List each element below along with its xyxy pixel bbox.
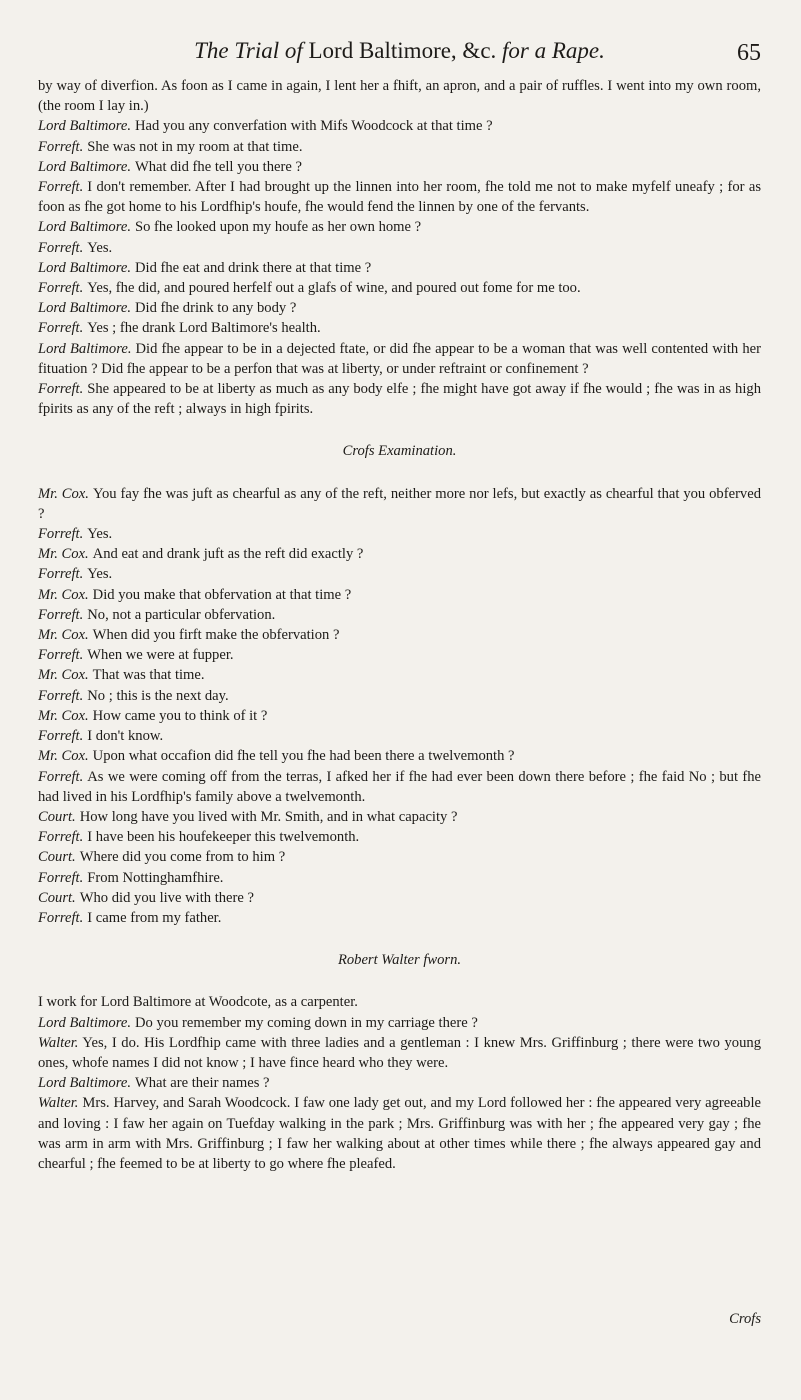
speaker-label: Lord Baltimore.: [38, 259, 131, 276]
speaker-label: Forreft.: [38, 728, 84, 745]
speaker-label: Forreft.: [38, 138, 84, 155]
testimony-paragraph: [38, 908, 761, 928]
testimony-paragraph: [38, 605, 761, 625]
testimony-paragraph: [38, 868, 761, 888]
speaker-label: Court.: [38, 849, 76, 866]
speaker-label: Forreft.: [38, 687, 84, 704]
testimony-paragraph: [38, 726, 761, 746]
testimony-text: I don't know.: [87, 728, 164, 745]
testimony-text: Did fhe drink to any body ?: [134, 300, 297, 317]
speaker-label: Mr. Cox.: [38, 586, 89, 603]
testimony-text: So fhe looked upon my houfe as her own home ?: [134, 219, 422, 236]
speaker-label: Court.: [38, 889, 76, 906]
testimony-paragraph: [38, 645, 761, 665]
testimony-paragraph: [38, 706, 761, 726]
speaker-label: Walter.: [38, 1095, 79, 1112]
testimony-text: What did fhe tell you there ?: [134, 158, 302, 175]
testimony-text: by way of diverfion. As foon as I came in again, I lent her a fhift, an apron, and a pair of ruffles. I went into my own room, (the room I lay in.): [38, 78, 761, 115]
testimony-text: I work for Lord Baltimore at Woodcote, as a carpenter.: [38, 994, 358, 1011]
testimony-text: How came you to think of it ?: [92, 707, 268, 724]
testimony-paragraph: [38, 564, 761, 584]
testimony-text: Had you any converfation with Mifs Woodcock at that time ?: [134, 118, 493, 135]
testimony-paragraph: [38, 807, 761, 827]
speaker-label: Mr. Cox.: [38, 667, 89, 684]
testimony-text: She was not in my room at that time.: [87, 138, 303, 155]
testimony-text: Did fhe eat and drink there at that time ?: [134, 259, 372, 276]
speaker-label: Forreft.: [38, 179, 84, 196]
section-heading-witness-sworn: Robert Walter fworn.: [337, 952, 462, 969]
testimony-text: Yes.: [87, 239, 113, 256]
testimony-paragraph: [38, 524, 761, 544]
speaker-label: Mr. Cox.: [38, 485, 89, 502]
running-head: [38, 38, 761, 76]
testimony-paragraph: [38, 116, 761, 136]
speaker-label: Lord Baltimore.: [38, 1075, 131, 1092]
testimony-text: She appeared to be at liberty as much as any body elfe ; fhe might have got away if fhe would ; fhe was in as high fpirits as any of the reft ; always in high fpirits.: [38, 381, 761, 418]
testimony-paragraph: [38, 298, 761, 318]
testimony-paragraph: [38, 625, 761, 645]
speaker-label: Forreft.: [38, 381, 84, 398]
speaker-label: Mr. Cox.: [38, 748, 89, 765]
speaker-label: Lord Baltimore.: [38, 1014, 131, 1031]
testimony-paragraph: [38, 157, 761, 177]
testimony-paragraph: [38, 585, 761, 605]
testimony-paragraph: [38, 217, 761, 237]
testimony-paragraph: [38, 318, 761, 338]
speaker-label: Court.: [38, 808, 76, 825]
testimony-text: Yes.: [87, 566, 113, 583]
testimony-text: Who did you live with there ?: [79, 889, 254, 906]
testimony-section-3: [38, 992, 761, 1174]
testimony-text: What are their names ?: [134, 1075, 270, 1092]
testimony-text: Where did you come from to him ?: [79, 849, 286, 866]
testimony-text: How long have you lived with Mr. Smith, and in what capacity ?: [79, 808, 458, 825]
running-head-title-roman: Lord Baltimore, &c.: [308, 38, 497, 63]
speaker-label: Lord Baltimore.: [38, 118, 131, 135]
testimony-text: I came from my father.: [87, 909, 222, 926]
testimony-paragraph: [38, 746, 761, 766]
testimony-paragraph: [38, 665, 761, 685]
speaker-label: Forreft.: [38, 526, 84, 543]
catchword: Crofs: [729, 1311, 761, 1327]
testimony-paragraph: [38, 484, 761, 524]
page-number: 65: [737, 40, 761, 66]
testimony-text: Did fhe appear to be in a dejected ftate, or did fhe appear to be a woman that was well contented with her fituation ? Did fhe appear to be a perfon that was at liberty, or under reftraint or confinement ?: [38, 340, 761, 377]
testimony-text: When did you firft make the obfervation ?: [92, 627, 340, 644]
testimony-paragraph: [38, 686, 761, 706]
testimony-text: Yes.: [87, 526, 113, 543]
testimony-text: Did you make that obfervation at that time ?: [92, 586, 352, 603]
speaker-label: Lord Baltimore.: [38, 219, 131, 236]
testimony-paragraph: [38, 238, 761, 258]
testimony-text: Yes, fhe did, and poured herfelf out a glafs of wine, and poured out fome for me too.: [87, 280, 581, 297]
section-heading-cross-examination: Crofs Examination.: [342, 443, 457, 460]
speaker-label: Forreft.: [38, 566, 84, 583]
testimony-paragraph: [38, 1073, 761, 1093]
testimony-text: And eat and drank juft as the reft did exactly ?: [92, 546, 364, 563]
testimony-paragraph: [38, 177, 761, 217]
speaker-label: Forreft.: [38, 647, 84, 664]
testimony-paragraph: [38, 339, 761, 379]
testimony-text: As we were coming off from the terras, I afked her if fhe had ever been down there before ; fhe faid No ; but fhe had lived in his Lordfhip's family above a twelvemonth.: [38, 768, 761, 805]
testimony-text: No, not a particular obfervation.: [87, 606, 276, 623]
speaker-label: Forreft.: [38, 829, 84, 846]
running-head-title-italic-2: for a Rape.: [502, 38, 605, 63]
testimony-paragraph: [38, 379, 761, 419]
testimony-text: I have been his houfekeeper this twelvemonth.: [87, 829, 360, 846]
testimony-text: Do you remember my coming down in my carriage there ?: [134, 1014, 478, 1031]
testimony-paragraph: [38, 992, 761, 1012]
testimony-paragraph: [38, 544, 761, 564]
testimony-text: That was that time.: [92, 667, 205, 684]
speaker-label: Walter.: [38, 1034, 79, 1051]
testimony-text: Upon what occafion did fhe tell you fhe had been there a twelvemonth ?: [92, 748, 515, 765]
speaker-label: Forreft.: [38, 239, 84, 256]
testimony-paragraph: [38, 888, 761, 908]
testimony-text: When we were at fupper.: [87, 647, 234, 664]
testimony-paragraph: [38, 1013, 761, 1033]
testimony-text: Yes ; fhe drank Lord Baltimore's health.: [87, 320, 321, 337]
testimony-text: No ; this is the next day.: [87, 687, 229, 704]
speaker-label: Forreft.: [38, 320, 84, 337]
testimony-paragraph: [38, 1033, 761, 1073]
speaker-label: Mr. Cox.: [38, 546, 89, 563]
testimony-paragraph: [38, 847, 761, 867]
page-body: [38, 76, 761, 1174]
testimony-text: You fay fhe was juft as chearful as any of the reft, neither more nor lefs, but exactly as chearful that you obferved ?: [38, 485, 761, 522]
testimony-paragraph: [38, 137, 761, 157]
testimony-text: Yes, I do. His Lordfhip came with three ladies and a gentleman : I knew Mrs. Griffinburg ; there were two young ones, whofe names I did not know ; I have fince heard who they were.: [38, 1034, 761, 1071]
testimony-paragraph: [38, 827, 761, 847]
testimony-section-1: [38, 76, 761, 419]
testimony-paragraph: [38, 1093, 761, 1174]
speaker-label: Forreft.: [38, 869, 84, 886]
speaker-label: Lord Baltimore.: [38, 340, 132, 357]
testimony-paragraph: [38, 767, 761, 807]
speaker-label: Forreft.: [38, 606, 84, 623]
speaker-label: Forreft.: [38, 909, 84, 926]
running-head-title-italic: The Trial of: [194, 38, 303, 63]
testimony-paragraph: [38, 278, 761, 298]
testimony-text: Mrs. Harvey, and Sarah Woodcock. I faw one lady get out, and my Lord followed her : fhe appeared very agreeable and loving : I faw her again on Tuefday walking in the park ; Mrs. Griffinburg was with her ; fhe appeared very gay ; fhe was arm in arm with Mrs. Griffinburg ; I faw her walking about at other times while there ; fhe always appeared gay and chearful ; fhe feemed to be at liberty to go where fhe pleafed.: [38, 1095, 761, 1172]
testimony-section-2: [38, 484, 761, 928]
speaker-label: Forreft.: [38, 768, 84, 785]
testimony-paragraph: [38, 76, 761, 116]
speaker-label: Lord Baltimore.: [38, 300, 131, 317]
testimony-paragraph: [38, 258, 761, 278]
speaker-label: Mr. Cox.: [38, 707, 89, 724]
speaker-label: Forreft.: [38, 280, 84, 297]
speaker-label: Mr. Cox.: [38, 627, 89, 644]
testimony-text: I don't remember. After I had brought up the linnen into her room, fhe told me not to make myfelf uneafy ; for as foon as fhe got home to his Lordfhip's houfe, fhe would fend the linnen by one of the fervants.: [38, 179, 761, 216]
speaker-label: Lord Baltimore.: [38, 158, 131, 175]
testimony-text: From Nottinghamfhire.: [87, 869, 224, 886]
